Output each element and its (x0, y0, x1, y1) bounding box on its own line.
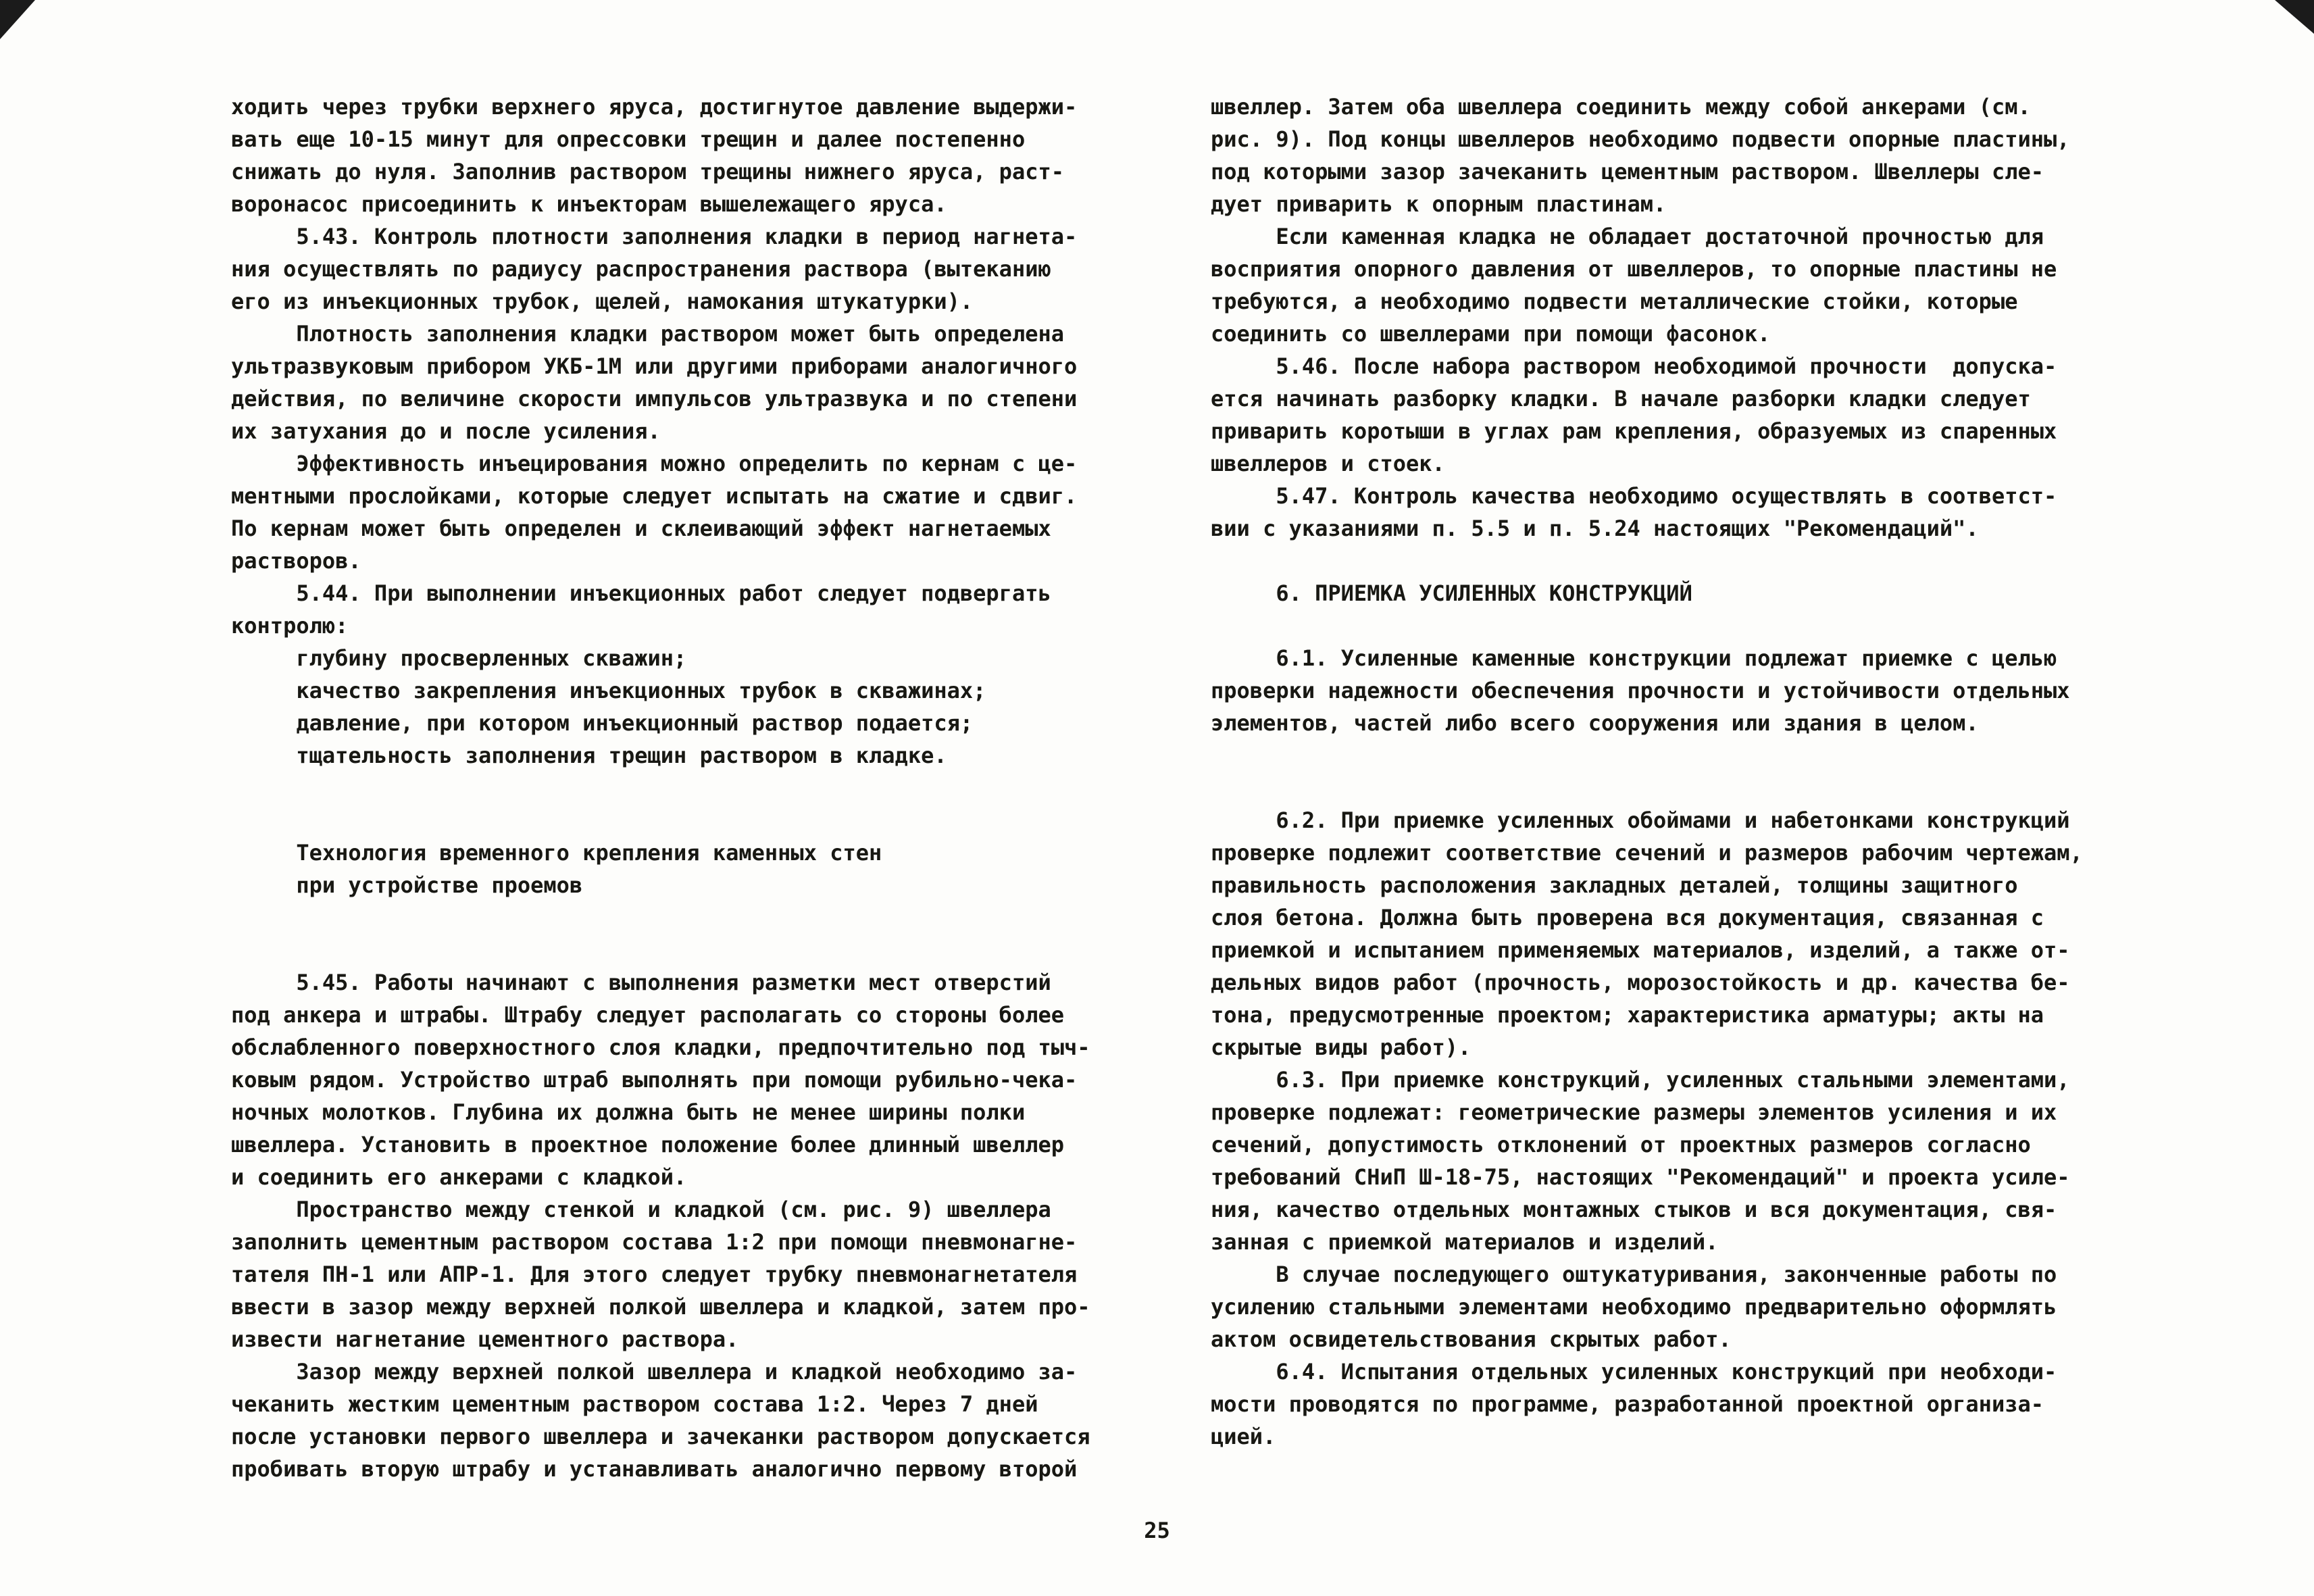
text-line: чеканить жестким цементным раствором состава 1:2. Через 7 дней (231, 1391, 1038, 1417)
text-line: растворов. (231, 548, 361, 574)
text-line: 5.43. Контроль плотности заполнения кладки в период нагнета- (231, 224, 1078, 249)
text-line: при устройстве проемов (231, 872, 583, 898)
text-line: тона, предусмотренные проектом; характеристика арматуры; акты на (1211, 1002, 2044, 1028)
text-line: приварить коротыши в углах рам крепления, образуемых из спаренных (1211, 418, 2057, 444)
text-line: Если каменная кладка не обладает достаточной прочностью для (1211, 224, 2044, 249)
text-line: вии с указаниями п. 5.5 и п. 5.24 настоящих "Рекомендаций". (1211, 516, 1979, 541)
text-line: 6.1. Усиленные каменные конструкции подлежат приемке с целью (1211, 645, 2057, 671)
text-line: занная с приемкой материалов и изделий. (1211, 1229, 1719, 1255)
text-line: цией. (1211, 1424, 1276, 1449)
page-number: 25 (1144, 1518, 1170, 1543)
text-line: Зазор между верхней полкой швеллера и кладкой необходимо за- (231, 1359, 1078, 1385)
text-line: снижать до нуля. Заполнив раствором трещины нижнего яруса, раст- (231, 159, 1064, 184)
text-line: дует приварить к опорным пластинам. (1211, 191, 1667, 217)
text-line: мости проводятся по программе, разработанной проектной организа- (1211, 1391, 2044, 1417)
text-line: заполнить цементным раствором состава 1:2 при помощи пневмонагне- (231, 1229, 1078, 1255)
text-line: извести нагнетание цементного раствора. (231, 1326, 739, 1352)
text-line: Технология временного крепления каменных стен (231, 840, 882, 866)
text-line (1211, 545, 2119, 577)
text-line: восприятия опорного давления от швеллеров, то опорные пластины не (1211, 256, 2057, 282)
text-line: действия, по величине скорости импульсов ультразвука и по степени (231, 386, 1078, 412)
text-line: 6. ПРИЕМКА УСИЛЕННЫХ КОНСТРУКЦИЙ (1211, 580, 1692, 606)
text-line: швеллер. Затем оба швеллера соединить между собой анкерами (см. (1211, 94, 2031, 120)
text-line: проверке подлежит соответствие сечений и размеров рабочим чертежам, (1211, 840, 2083, 866)
text-line: 5.44. При выполнении инъекционных работ следует подвергать (231, 580, 1051, 606)
text-line: проверке подлежат: геометрические размеры элементов усиления и их (1211, 1099, 2057, 1125)
text-line: после установки первого швеллера и зачеканки раствором допускается (231, 1424, 1090, 1449)
text-line: их затухания до и после усиления. (231, 418, 661, 444)
text-line: под которыми зазор зачеканить цементным раствором. Швеллеры сле- (1211, 159, 2044, 184)
text-line (231, 934, 1130, 966)
text-line: тателя ПН-1 или АПР-1. Для этого следует трубку пневмонагнетателя (231, 1262, 1078, 1287)
text-line: 6.2. При приемке усиленных обоймами и набетонками конструкций (1211, 807, 2070, 833)
text-line: под анкера и штрабы. Штрабу следует располагать со стороны более (231, 1002, 1064, 1028)
text-line: и соединить его анкерами с кладкой. (231, 1164, 687, 1190)
text-line: Пространство между стенкой и кладкой (см. рис. 9) швеллера (231, 1197, 1051, 1222)
scan-artifact-top-left (0, 0, 35, 39)
text-line: ультразвуковым прибором УКБ-1М или другими приборами аналогичного (231, 353, 1078, 379)
text-line: 5.45. Работы начинают с выполнения разметки мест отверстий (231, 970, 1051, 995)
text-line: проверки надежности обеспечения прочности и устойчивости отдельных (1211, 678, 2070, 703)
text-line: усилению стальными элементами необходимо предварительно оформлять (1211, 1294, 2057, 1320)
text-line: элементов, частей либо всего сооружения или здания в целом. (1211, 710, 1979, 736)
text-line: ковым рядом. Устройство штраб выполнять при помощи рубильно-чека- (231, 1067, 1078, 1093)
left-column (231, 91, 1130, 1485)
text-line: дельных видов работ (прочность, морозостойкость и др. качества бе- (1211, 970, 2070, 995)
text-line: обслабленного поверхностного слоя кладки, предпочтительно под тыч- (231, 1034, 1090, 1060)
text-line: воронасос присоединить к инъекторам вышележащего яруса. (231, 191, 947, 217)
text-line (1211, 609, 2119, 642)
text-line: тщательность заполнения трещин раствором в кладке. (231, 743, 947, 768)
text-line (1211, 739, 2119, 772)
text-line: пробивать вторую штрабу и устанавливать аналогично первому второй (231, 1456, 1078, 1482)
text-line (231, 772, 1130, 804)
text-line: приемкой и испытанием применяемых материалов, изделий, а также от- (1211, 937, 2070, 963)
text-line: рис. 9). Под концы швеллеров необходимо подвести опорные пластины, (1211, 126, 2070, 152)
text-line: Эффективность инъецирования можно определить по кернам с це- (231, 451, 1078, 476)
text-line (1211, 772, 2119, 804)
text-line: его из инъекционных трубок, щелей, намокания штукатурки). (231, 289, 974, 314)
text-line: По кернам может быть определен и склеивающий эффект нагнетаемых (231, 516, 1051, 541)
text-line: швеллера. Установить в проектное положение более длинный швеллер (231, 1132, 1064, 1157)
text-line: ния, качество отдельных монтажных стыков и вся документация, свя- (1211, 1197, 2057, 1222)
text-line: 5.46. После набора раствором необходимой прочности допуска- (1211, 353, 2057, 379)
text-line: качество закрепления инъекционных трубок в скважинах; (231, 678, 986, 703)
text-line: ночных молотков. Глубина их должна быть не менее ширины полки (231, 1099, 1026, 1125)
text-line: 6.4. Испытания отдельных усиленных конструкций при необходи- (1211, 1359, 2057, 1385)
text-line: 6.3. При приемке конструкций, усиленных стальными элементами, (1211, 1067, 2070, 1093)
text-line: требований СНиП Ш-18-75, настоящих "Рекомендаций" и проекта усиле- (1211, 1164, 2070, 1190)
scan-artifact-top-right (2275, 0, 2314, 34)
text-line: контролю: (231, 613, 349, 639)
text-line: сечений, допустимость отклонений от проектных размеров согласно (1211, 1132, 2031, 1157)
text-line: соединить со швеллерами при помощи фасонок. (1211, 321, 1771, 347)
text-line: швеллеров и стоек. (1211, 451, 1445, 476)
text-line: 5.47. Контроль качества необходимо осуществлять в соответст- (1211, 483, 2057, 509)
text-line: требуются, а необходимо подвести металлические стойки, которые (1211, 289, 2018, 314)
text-line: ментными прослойками, которые следует испытать на сжатие и сдвиг. (231, 483, 1078, 509)
text-line: правильность расположения закладных деталей, толщины защитного (1211, 872, 2018, 898)
text-line (231, 901, 1130, 934)
right-column (1211, 91, 2119, 1453)
text-line: ется начинать разборку кладки. В начале разборки кладки следует (1211, 386, 2031, 412)
text-line: слоя бетона. Должна быть проверена вся документация, связанная с (1211, 905, 2044, 930)
text-line: ввести в зазор между верхней полкой швеллера и кладкой, затем про- (231, 1294, 1090, 1320)
text-line (231, 804, 1130, 837)
text-line: скрытые виды работ). (1211, 1034, 1472, 1060)
text-line: ходить через трубки верхнего яруса, достигнутое давление выдержи- (231, 94, 1078, 120)
text-line: Плотность заполнения кладки раствором может быть определена (231, 321, 1064, 347)
text-line: В случае последующего оштукатуривания, законченные работы по (1211, 1262, 2057, 1287)
text-line: вать еще 10-15 минут для опрессовки трещин и далее постепенно (231, 126, 1026, 152)
text-line: актом освидетельствования скрытых работ. (1211, 1326, 1732, 1352)
text-line: глубину просверленных скважин; (231, 645, 687, 671)
text-line: давление, при котором инъекционный раствор подается; (231, 710, 974, 736)
text-line: ния осуществлять по радиусу распространения раствора (вытеканию (231, 256, 1051, 282)
